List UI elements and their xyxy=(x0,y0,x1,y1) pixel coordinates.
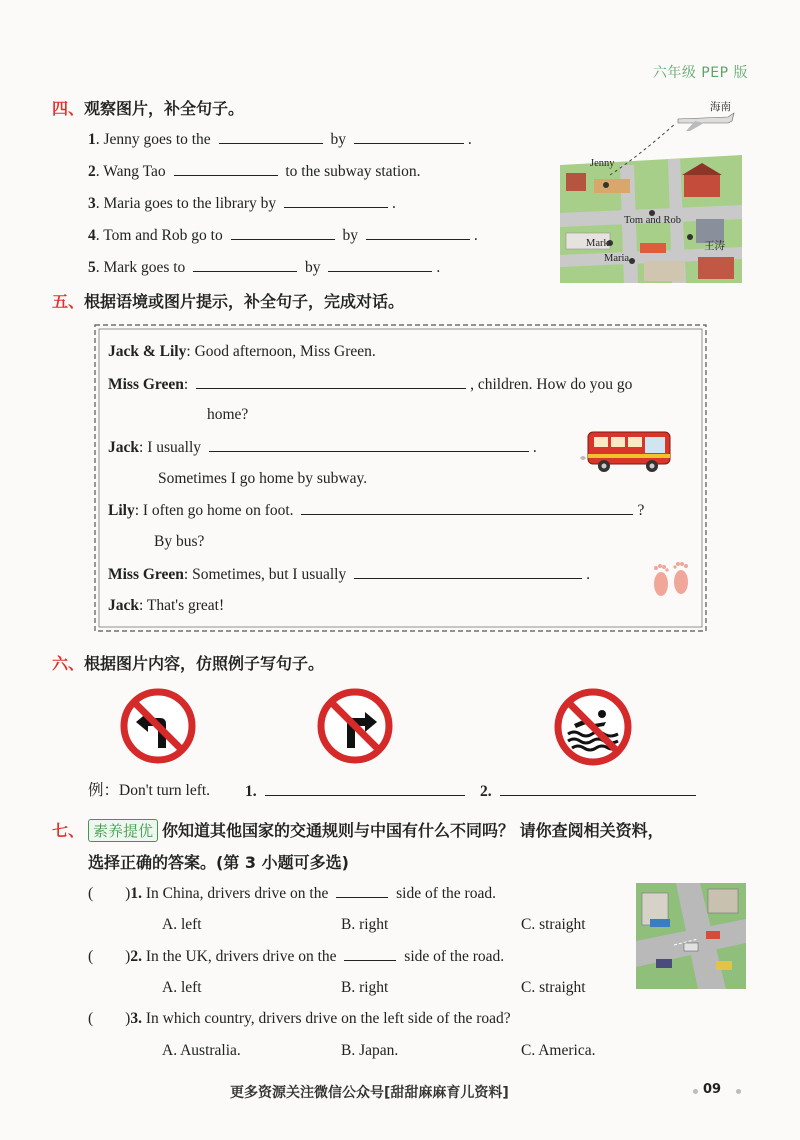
s7-q2: ( )2. In the UK, drivers drive on the side of the road. xyxy=(88,948,505,965)
no-left-turn-sign-icon xyxy=(120,688,196,764)
s4-item-4: 4. Tom and Rob go to by . xyxy=(88,227,478,244)
s4-blank-5a[interactable] xyxy=(193,258,297,272)
s4-blank-3[interactable] xyxy=(284,194,388,208)
section7-title: 七、 素养提优 你知道其他国家的交通规则与中国有什么不同吗？ 请你查阅相关资料， xyxy=(52,821,664,840)
dialog-blank-3[interactable] xyxy=(301,501,633,515)
s4-blank-1b[interactable] xyxy=(354,130,464,144)
s7-q1: ( )1. In China, drivers drive on the side of the road. xyxy=(88,885,496,902)
s4-blank-4b[interactable] xyxy=(366,226,470,240)
dialog-blank-4[interactable] xyxy=(354,565,582,579)
traffic-intersection-illustration xyxy=(636,883,746,989)
s7-q3: ( )3. In which country, drivers drive on the left side of the road? xyxy=(88,1010,511,1027)
dialog-line-1: Jack & Lily: Good afternoon, Miss Green. xyxy=(108,343,376,360)
s4-blank-1a[interactable] xyxy=(219,130,323,144)
dialog-blank-2[interactable] xyxy=(209,438,529,452)
section5-title: 五、根据语境或图片提示，补全句子，完成对话。 xyxy=(52,292,405,311)
map-label-mark: Mark xyxy=(586,238,609,249)
no-swimming-sign-icon xyxy=(554,688,632,766)
dialog-line-6: Lily: I often go home on foot. ? xyxy=(108,502,645,519)
s7-q2-option-c[interactable]: C. straight xyxy=(521,979,586,996)
dialog-line-4: Jack: I usually . xyxy=(108,439,537,456)
map-label-wangtao: 王涛 xyxy=(704,241,725,252)
map-label-jenny: Jenny xyxy=(590,158,615,169)
map-label-maria: Maria xyxy=(604,253,630,264)
dialog-line-9: Jack: That's great! xyxy=(108,597,225,614)
s7-q1-option-b[interactable]: B. right xyxy=(341,916,389,933)
s7-q2-option-a[interactable]: A. left xyxy=(162,979,202,996)
s4-item-5: 5. Mark goes to by . xyxy=(88,259,441,276)
footer-text: 更多资源关注微信公众号[甜甜麻麻育儿资料] xyxy=(230,1085,509,1101)
page-dot-right xyxy=(736,1089,741,1094)
s6-answer-2: 2. xyxy=(480,782,700,802)
grade-label: 六年级 PEP 版 xyxy=(652,65,748,81)
dialog-line-5: Sometimes I go home by subway. xyxy=(158,470,368,487)
building xyxy=(566,173,586,191)
section7-subtitle: 选择正确的答案。(第 3 小题可多选) xyxy=(88,853,349,872)
s6-blank-2[interactable] xyxy=(500,782,696,796)
s7-q1-option-a[interactable]: A. left xyxy=(162,916,202,933)
s4-item-1: 1. Jenny goes to the by . xyxy=(88,131,472,148)
s7-q3-option-b[interactable]: B. Japan. xyxy=(341,1042,399,1059)
dialog-line-7: By bus? xyxy=(154,533,205,550)
dialog-line-8: Miss Green: Sometimes, but I usually . xyxy=(108,566,590,583)
s4-item-3: 3. Maria goes to the library by . xyxy=(88,195,396,212)
s6-answer-1: 1. xyxy=(245,782,469,802)
town-map-svg xyxy=(560,95,742,283)
footprints-icon xyxy=(648,560,694,602)
s7-q2-blank[interactable] xyxy=(344,947,396,961)
s6-blank-1[interactable] xyxy=(265,782,465,796)
s4-blank-5b[interactable] xyxy=(328,258,432,272)
section6-title: 六、根据图片内容，仿照例子写句子。 xyxy=(52,654,325,673)
section7-badge: 素养提优 xyxy=(88,819,158,842)
s4-blank-4a[interactable] xyxy=(231,226,335,240)
bus-icon xyxy=(578,428,674,476)
dialog-line-3: home? xyxy=(207,406,249,423)
map-label-tom-rob: Tom and Rob xyxy=(624,215,682,226)
s4-item-2: 2. Wang Tao to the subway station. xyxy=(88,163,421,180)
dialog-line-2: Miss Green: , children. How do you go xyxy=(108,376,633,393)
s6-example: 例：Don't turn left. xyxy=(88,782,211,799)
s7-q3-option-a[interactable]: A. Australia. xyxy=(162,1042,241,1059)
page-dot-left xyxy=(693,1089,698,1094)
s7-q3-option-c[interactable]: C. America. xyxy=(521,1042,596,1059)
section4-title: 四、观察图片，补全句子。 xyxy=(52,99,245,118)
page-number: 09 xyxy=(703,1082,722,1097)
no-right-turn-sign-icon xyxy=(317,688,393,764)
town-map-illustration xyxy=(560,95,742,283)
s7-q1-blank[interactable] xyxy=(336,884,388,898)
dialog-blank-1[interactable] xyxy=(196,375,466,389)
map-label-hainan: 海南 xyxy=(710,102,731,113)
s7-q2-option-b[interactable]: B. right xyxy=(341,979,389,996)
s7-q1-option-c[interactable]: C. straight xyxy=(521,916,586,933)
s4-blank-2[interactable] xyxy=(174,162,278,176)
